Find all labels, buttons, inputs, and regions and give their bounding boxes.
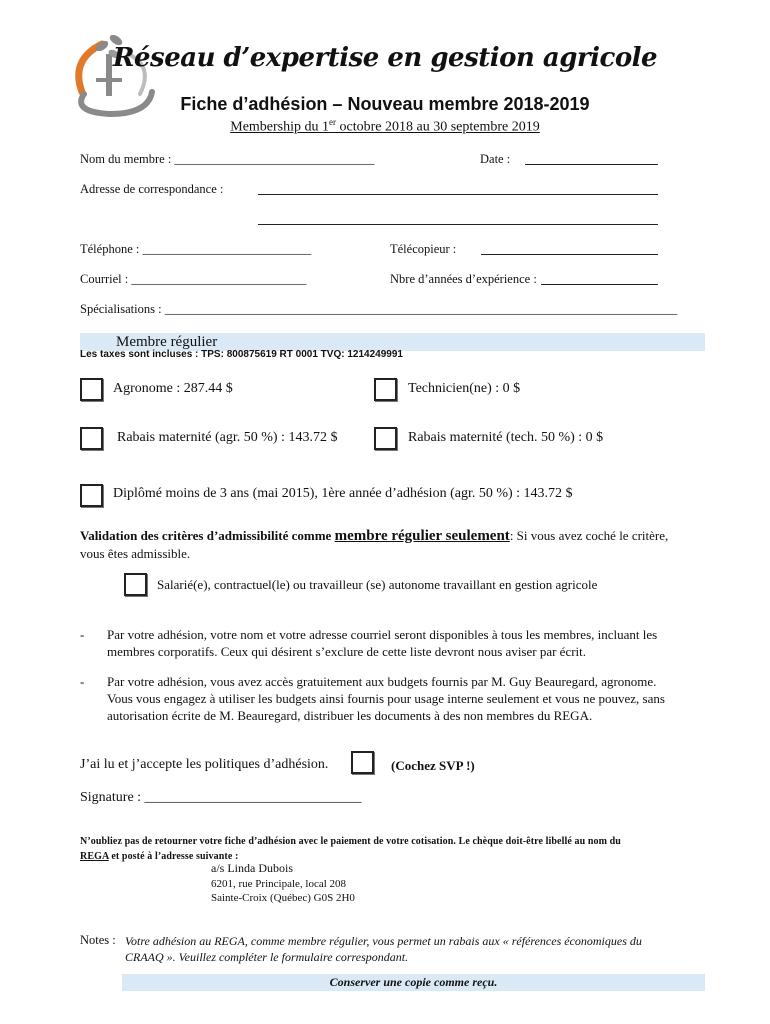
validation-text <box>80 527 710 562</box>
bullet-2-line-2: Vous vous engagez à utiliser les budgets ainsi fournis pour usage interne seulement et vous ne pouvez, sans <box>107 691 665 706</box>
specialisations-field-label[interactable]: Spécialisations : __________________________________________________________________________________ <box>80 302 678 316</box>
option-rabais-tech-label: Rabais maternité (tech. 50 %) : 0 $ <box>408 430 604 445</box>
date-field-line[interactable] <box>525 164 658 165</box>
telecopieur-field-line[interactable] <box>481 254 658 255</box>
date-field-label: Date : <box>480 152 511 166</box>
taxes-info: Les taxes sont incluses : TPS: 800875619 RT 0001 TVQ: 1214249991 <box>80 349 403 360</box>
experience-field-line[interactable] <box>541 284 658 285</box>
form-subtitle: Fiche d’adhésion – Nouveau membre 2018-2019 <box>180 94 590 114</box>
address-line-2: 6201, rue Principale, local 208 <box>211 878 347 890</box>
validation-underlined: membre régulier seulement <box>334 528 510 544</box>
checkbox-rabais-tech[interactable] <box>374 427 397 450</box>
notes-line-2: CRAAQ ». Veuillez compléter le formulaire correspondant. <box>125 950 409 964</box>
section-title: Membre régulier <box>116 334 218 350</box>
adresse-field-line-1[interactable] <box>258 194 658 195</box>
bullet-text-2 <box>107 673 707 724</box>
telephone-field-label[interactable]: Téléphone : ___________________________ <box>80 242 312 256</box>
address-line-3: Sainte-Croix (Québec) G0S 2H0 <box>211 892 355 904</box>
membership-post: octobre 2018 au 30 septembre 2019 <box>336 119 540 135</box>
bullet-dash-2: - <box>80 674 85 689</box>
validation-rest-1: : Si vous avez coché le critère, <box>509 528 669 543</box>
adresse-field-label: Adresse de correspondance : <box>80 182 224 196</box>
nom-field-label[interactable]: Nom du membre : ________________________________ <box>80 152 375 166</box>
footer-keep-copy: Conserver une copie comme reçu. <box>122 974 705 991</box>
bullet-2-line-1: Par votre adhésion, vous avez accès gratuitement aux budgets fournis par M. Guy Beauregard, agronome. <box>107 674 657 689</box>
experience-field-label: Nbre d’années d’expérience : <box>390 272 537 286</box>
cochez-label: (Cochez SVP !) <box>391 758 475 773</box>
reminder-rest: et posté à l’adresse suivante : <box>108 851 239 862</box>
membership-period <box>0 117 770 136</box>
notes-line-1: Votre adhésion au REGA, comme membre régulier, vous permet un rabais aux « références économiques du <box>125 934 642 948</box>
option-agronome-label: Agronome : 287.44 $ <box>113 381 233 396</box>
checkbox-agronome[interactable] <box>80 378 103 401</box>
checkbox-technicien[interactable] <box>374 378 397 401</box>
bullet-2-line-3: autorisation écrite de M. Beauregard, distribuer les documents à des non membres du REGA. <box>107 708 593 723</box>
checkbox-criterion[interactable] <box>124 573 147 596</box>
option-diplome-label: Diplômé moins de 3 ans (mai 2015), 1ère année d’adhésion (agr. 50 %) : 143.72 $ <box>113 486 573 501</box>
validation-rest-2: vous êtes admissible. <box>80 546 191 561</box>
bullet-1-line-2: membres corporatifs. Ceux qui désirent s’exclure de cette liste devront nous aviser par écrit. <box>107 644 587 659</box>
accept-text: J’ai lu et j’accepte les politiques d’adhésion. <box>80 757 329 772</box>
bullet-dash-1: - <box>80 627 85 642</box>
page-title: Réseau d’expertise en gestion agricole <box>112 43 658 73</box>
notes-label: Notes : <box>80 933 116 947</box>
rega-underlined: REGA <box>80 851 109 862</box>
notes-text <box>125 933 715 965</box>
telecopieur-field-label: Télécopieur : <box>390 242 457 256</box>
option-rabais-agr-label: Rabais maternité (agr. 50 %) : 143.72 $ <box>117 430 338 445</box>
checkbox-diplome[interactable] <box>80 484 103 507</box>
address-line-1: a/s Linda Dubois <box>211 861 293 875</box>
option-technicien-label: Technicien(ne) : 0 $ <box>408 381 521 396</box>
membership-pre: Membership du 1 <box>230 119 330 135</box>
checkbox-accept[interactable] <box>351 751 374 774</box>
membership-sup: er <box>329 117 337 127</box>
validation-bold: Validation des critères d’admissibilité comme <box>80 528 332 543</box>
bullet-text-1 <box>107 626 707 660</box>
adresse-field-line-2[interactable] <box>258 224 658 225</box>
reminder-line-1: N’oubliez pas de retourner votre fiche d’adhésion avec le paiement de votre cotisation. Le chèque doit-être libellé au nom du <box>80 836 621 847</box>
checkbox-rabais-agr[interactable] <box>80 427 103 450</box>
courriel-field-label[interactable]: Courriel : ____________________________ <box>80 272 307 286</box>
criterion-label: Salarié(e), contractuel(le) ou travailleur (se) autonome travaillant en gestion agricole <box>157 577 598 592</box>
signature-label[interactable]: Signature : _______________________________ <box>80 790 362 805</box>
bullet-1-line-1: Par votre adhésion, votre nom et votre adresse courriel seront disponibles à tous les membres, incluant les <box>107 627 658 642</box>
